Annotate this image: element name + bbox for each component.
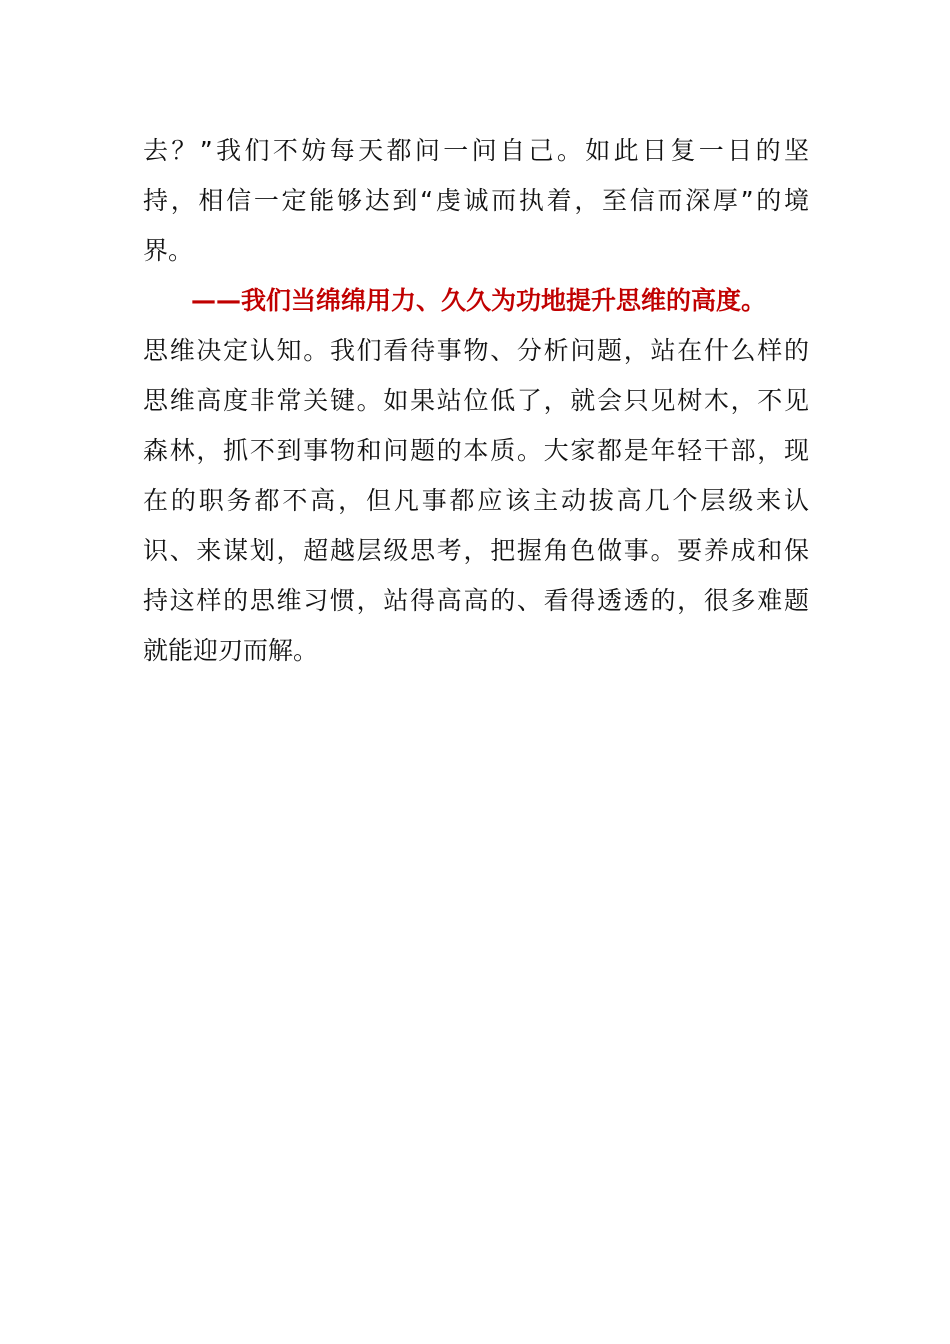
paragraph-line: 持，相信一定能够达到“虔诚而执着，至信而深厚”的境 <box>143 186 809 215</box>
paragraph-line: 识、来谋划，超越层级思考，把握角色做事。要养成和保 <box>143 536 809 565</box>
document-body <box>143 126 809 676</box>
paragraph-thinking-height <box>143 326 809 676</box>
paragraph-line: 去？”我们不妨每天都问一问自己。如此日复一日的坚 <box>143 136 809 165</box>
paragraph-line: 思维决定认知。我们看待事物、分析问题，站在什么样的 <box>143 336 809 365</box>
paragraph-line: 就能迎刃而解。 <box>143 636 319 665</box>
paragraph-line: 在的职务都不高，但凡事都应该主动拔高几个层级来认 <box>143 486 809 515</box>
paragraph-continuation <box>143 126 809 276</box>
section-heading: ——我们当绵绵用力、久久为功地提升思维的高度。 <box>191 286 767 315</box>
paragraph-line: 界。 <box>143 236 194 265</box>
paragraph-line: 思维高度非常关键。如果站位低了，就会只见树木，不见 <box>143 386 809 415</box>
paragraph-line: 持这样的思维习惯，站得高高的、看得透透的，很多难题 <box>143 586 809 615</box>
paragraph-line: 森林，抓不到事物和问题的本质。大家都是年轻干部，现 <box>143 436 809 465</box>
